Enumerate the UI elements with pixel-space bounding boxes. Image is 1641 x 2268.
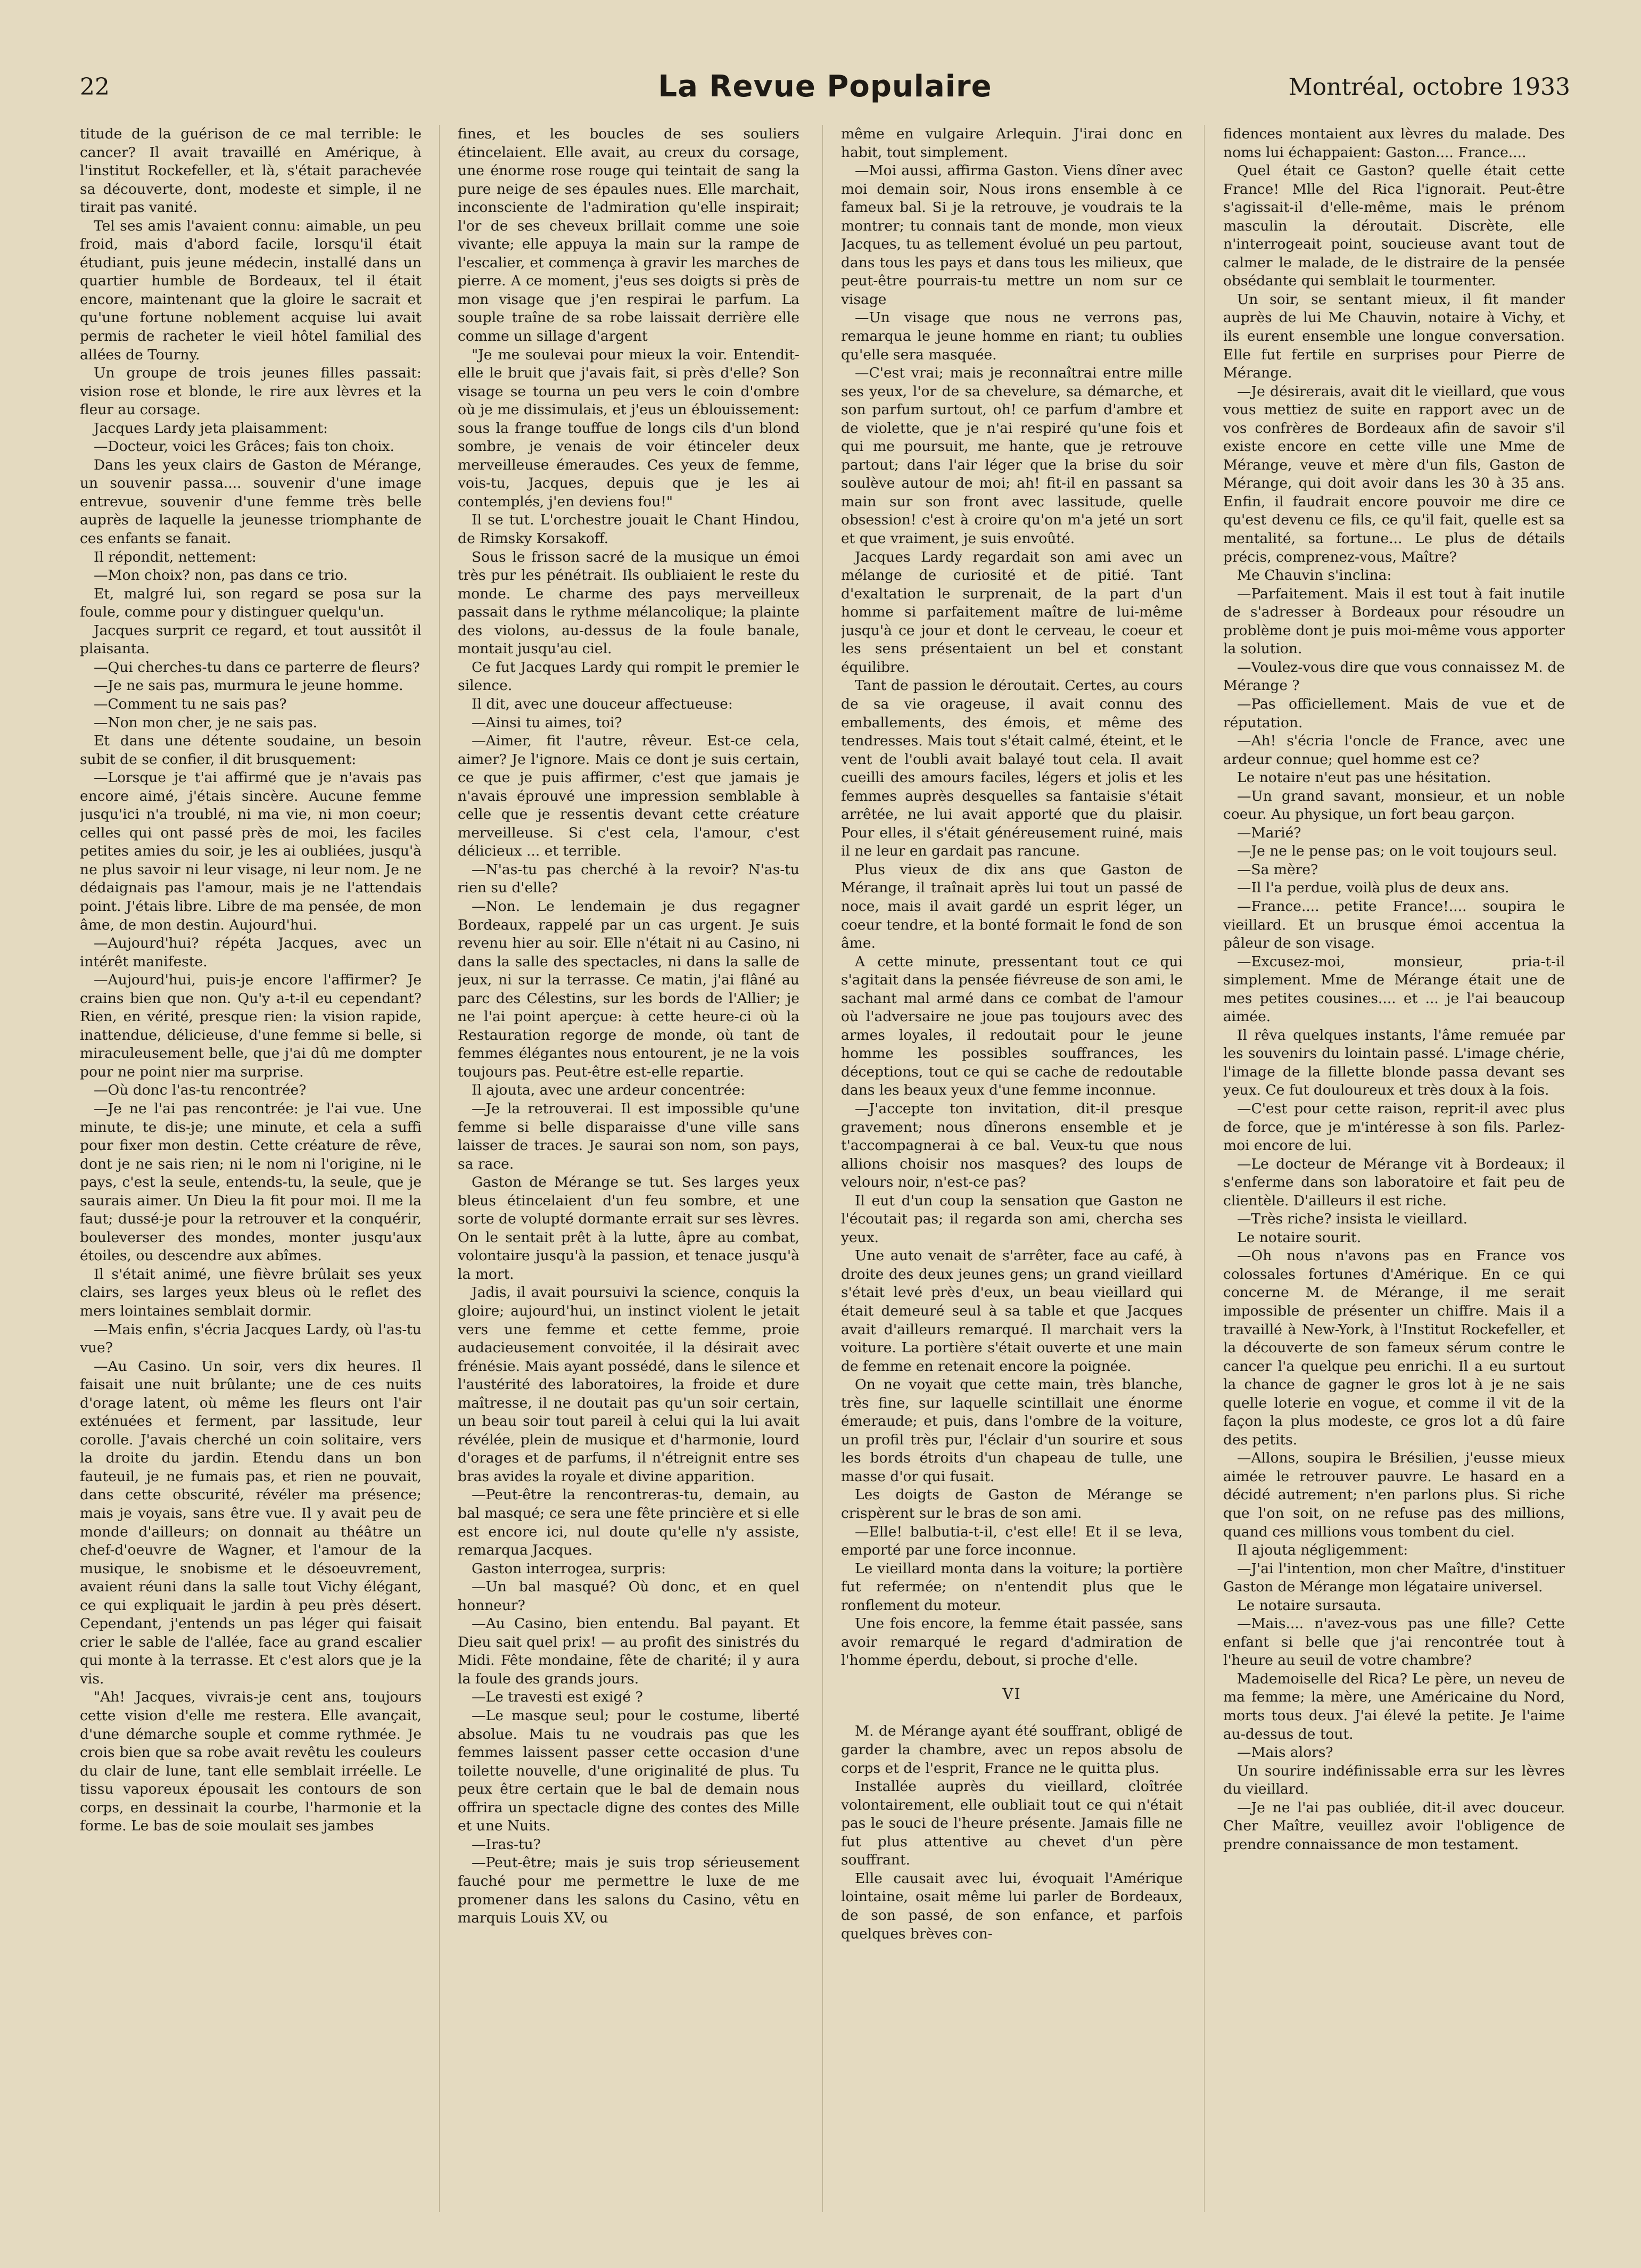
- paragraph: Me Chauvin s'inclina:: [1237, 567, 1392, 584]
- paragraph: —Un bal masqué? Où donc, et en quel honneur?: [458, 1579, 799, 1614]
- paragraph: —Au Casino. Un soir, vers dix heures. Il faisait une nuit brûlante; une de ces nuits d'orage latent, où même les fleurs ont l'air exténuées et ferment, par lassitude, leur corolle. J'avais cherché un coin solitaire, vers la droite du jardin. Etendu dans un bon fauteuil, je ne fumais pas, et rien ne pouvait, dans cette obscurité, révéler ma présence; mais je voyais, sans être vue. Il y avait peu de monde d'ailleurs; on donnait au théâtre un chef-d'oeuvre de Wagner, et l'amour de la musique, le snobisme et le désoeuvrement, avaient réuni dans la salle tout Vichy élégant, ce qui expliquait le jardin à peu près désert. Cependant, j'entends un pas léger qui faisait crier le sable de l'allée, face au grand escalier qui monte à la terrasse. Et c'est alors que je la vis.: [80, 1358, 422, 1687]
- paragraph: titude de la guérison de ce mal terrible: le cancer? Il avait travaillé en Amérique, à l'institut Rockefeller, et là, s'était parachevée sa découverte, dont, modeste et simple, il ne tirait pas vanité.: [80, 126, 422, 216]
- article-body: [80, 125, 1607, 2233]
- paragraph: Il s'était animé, une fièvre brûlait ses yeux clairs, ses larges yeux bleus où le reflet des mers lointaines semblait dormir.: [80, 1266, 422, 1319]
- paragraph: Gaston de Mérange se tut. Ses larges yeux bleus étincelaient d'un feu sombre, et une sorte de volupté dormante errait sur ses lèvres. On le sentait prêt à la lutte, âpre au combat, volontaire jusqu'à la passion, et tenace jusqu'à la mort.: [458, 1174, 799, 1283]
- paragraph: —Docteur, voici les Grâces; fais ton choix.: [94, 438, 394, 455]
- paragraph: —Allons, soupira le Brésilien, j'eusse mieux aimée le retrouver pauvre. Le hasard en a décidé autrement; n'en parlons plus. Si riche que l'on soit, on ne refuse pas des millions, quand ces millions vous tombent du ciel.: [1223, 1450, 1565, 1540]
- paragraph: Et, malgré lui, son regard se posa sur la foule, comme pour y distinguer quelqu'un.: [80, 585, 422, 621]
- paragraph: —Comment tu ne sais pas?: [94, 695, 287, 712]
- paragraph: Un soir, se sentant mieux, il fit mander auprès de lui Me Chauvin, notaire à Vichy, et ils eurent ensemble une longue conversation. Elle fut fertile en surprises pour Pierre de Mérange.: [1223, 291, 1565, 382]
- magazine-title: La Revue Populaire: [658, 69, 992, 104]
- paragraph: "Ah! Jacques, vivrais-je cent ans, toujours cette vision d'elle me restera. Elle avançait, d'une démarche souple et comme rythmée. Je crois bien que sa robe avait revêtu les couleurs du clair de lune, tant elle semblait irréelle. Le tissu vaporeux épousait les contours de son corps, en dessinait la courbe, l'harmonie et la forme. Le bas de soie moulait ses jambes: [80, 1689, 422, 1835]
- paragraph: Il se tut. L'orchestre jouait le Chant Hindou, de Rimsky Korsakoff.: [458, 512, 799, 547]
- paragraph: Elle causait avec lui, évoquait l'Amérique lointaine, osait même lui parler de Bordeaux, de son passé, de son enfance, et parfois quelques brèves con-: [841, 1870, 1183, 1942]
- paragraph: —Il l'a perdue, voilà plus de deux ans.: [1237, 880, 1510, 897]
- paragraph: fidences montaient aux lèvres du malade. Des noms lui échappaient: Gaston.... France....: [1223, 126, 1565, 161]
- paragraph: A cette minute, pressentant tout ce qui s'agitait dans la pensée fiévreuse de son ami, le sachant mal armé dans ce combat de l'amour où l'adversaire ne joue pas toujours avec des armes loyales, il redoutait pour le jeune homme les possibles souffrances, les déceptions, tout ce qui se cache de redoutable dans les beaux yeux d'une femme inconnue.: [841, 953, 1183, 1099]
- paragraph: —Je la retrouverai. Il est impossible qu'une femme si belle disparaisse d'une ville sans laisser de traces. Je saurai son nom, son pays, sa race.: [458, 1100, 799, 1172]
- paragraph: —Non mon cher, je ne sais pas.: [94, 714, 318, 731]
- paragraph: —Pas officiellement. Mais de vue et de réputation.: [1223, 695, 1565, 731]
- paragraph: —Excusez-moi, monsieur, pria-t-il simplement. Mme de Mérange était une de mes petites cousines.... et ... je l'ai beaucoup aimée.: [1223, 953, 1565, 1025]
- paragraph: —Parfaitement. Mais il est tout à fait inutile de s'adresser à Bordeaux pour résoudre un problème dont je puis moi-même vous apporter la solution.: [1223, 585, 1565, 658]
- paragraph: Dans les yeux clairs de Gaston de Mérange, un souvenir passa.... souvenir d'une image entrevue, souvenir d'une femme très belle auprès de laquelle la jeunesse triomphante de ces enfants se fanait.: [80, 456, 422, 547]
- paragraph: —Mais.... n'avez-vous pas une fille? Cette enfant si belle que j'ai rencontrée tout à l'heure au seuil de votre chambre?: [1223, 1615, 1565, 1669]
- paragraph: Installée auprès du vieillard, cloîtrée volontairement, elle oubliait tout ce qui n'était pas le souci de l'heure présente. Jamais fille ne fut plus attentive au chevet d'un père souffrant.: [841, 1778, 1183, 1869]
- paragraph: —Où donc l'as-tu rencontrée?: [94, 1082, 307, 1099]
- paragraph: —Elle! balbutia-t-il, c'est elle! Et il se leva, emporté par une force inconnue.: [841, 1523, 1183, 1559]
- paragraph: Il rêva quelques instants, l'âme remuée par les souvenirs du lointain passé. L'image chérie, l'image de la fillette blonde passa devant ses yeux. Ce fut douloureux et très doux à la fois.: [1223, 1026, 1565, 1099]
- paragraph: Plus vieux de dix ans que Gaston de Mérange, il traînait après lui tout un passé de noce, mais il avait gardé un esprit léger, un coeur tendre, et la bonté formait le fond de son âme.: [841, 861, 1183, 952]
- paragraph: Jacques surprit ce regard, et tout aussitôt il plaisanta.: [80, 622, 422, 658]
- paragraph: —Mon choix? non, pas dans ce trio.: [94, 567, 348, 584]
- paragraph: —Très riche? insista le vieillard.: [1237, 1211, 1467, 1228]
- paragraph: —Aujourd'hui? répéta Jacques, avec un intérêt manifeste.: [80, 935, 422, 970]
- paragraph: —Marié?: [1237, 824, 1301, 841]
- paragraph: Ce fut Jacques Lardy qui rompit le premier le silence.: [458, 659, 799, 694]
- paragraph: même en vulgaire Arlequin. J'irai donc en habit, tout simplement.: [841, 126, 1183, 161]
- paragraph: —Je ne l'ai pas oubliée, dit-il avec douceur. Cher Maître, veuillez avoir l'obligence de prendre connaissance de mon testament.: [1223, 1799, 1565, 1853]
- paragraph: Il ajouta négligemment:: [1237, 1542, 1408, 1559]
- section-heading: VI: [1002, 1684, 1021, 1703]
- paragraph: —Je ne le pense pas; on le voit toujours seul.: [1237, 843, 1557, 860]
- paragraph: —Le docteur de Mérange vit à Bordeaux; il s'enferme dans son laboratoire et fait peu de clientèle. D'ailleurs il est riche.: [1223, 1155, 1565, 1209]
- paragraph: Le notaire sourit.: [1237, 1229, 1362, 1246]
- paragraph: Jacques Lardy regardait son ami avec un mélange de curiosité et de pitié. Tant d'exaltation le surprenait, de la part d'un homme si parfaitement maître de lui-même jusqu'à ce jour et dont le cerveau, le coeur et les sens présentaient un bel et constant équilibre.: [841, 548, 1183, 676]
- paragraph: —C'est vrai; mais je reconnaîtrai entre mille ses yeux, l'or de sa chevelure, sa démarche, et son parfum surtout, oh! ce parfum d'ambre et de violette, que je n'ai respiré qu'une fois et qui me poursuit, me hante, que je retrouve partout; dans l'air léger que la brise du soir soulève autour de moi; ah! fit-il en passant sa main sur son front avec lassitude, quelle obsession! c'est à croire qu'on m'a jeté un sort et que vraiment, je suis envoûté.: [841, 365, 1183, 547]
- paragraph: Il répondit, nettement:: [94, 548, 257, 565]
- paragraph: fines, et les boucles de ses souliers étincelaient. Elle avait, au creux du corsage, une énorme rose rouge qui teintait de sang la pure neige de ses épaules nues. Elle marchait, inconsciente de l'admiration qu'elle inspirait; l'or de ses cheveux brillait comme une soie vivante; elle appuya la main sur la rampe de l'escalier, et commença à gravir les marches de pierre. A ce moment, j'eus ses doigts si près de mon visage que j'en respirai le parfum. La souple traîne de sa robe laissait derrière elle comme un sillage d'argent: [458, 126, 799, 345]
- paragraph: Quel était ce Gaston? quelle était cette France! Mlle del Rica l'ignorait. Peut-être s'agissait-il d'elle-même, mais le prénom masculin la déroutait. Discrète, elle n'interrogeait point, soucieuse avant tout de calmer le malade, de le distraire de la pensée obsédante qui semblait le tourmenter.: [1223, 162, 1565, 290]
- paragraph: Une fois encore, la femme était passée, sans avoir remarqué le regard d'admiration de l'homme éperdu, debout, si proche d'elle.: [841, 1615, 1183, 1669]
- paragraph: —Peut-être; mais je suis trop sérieusement fauché pour me permettre le luxe de me promener dans les salons du Casino, vêtu en marquis Louis XV, ou: [458, 1854, 799, 1927]
- paragraph: Les doigts de Gaston de Mérange se crispèrent sur le bras de son ami.: [841, 1486, 1183, 1522]
- paragraph: —Mais alors?: [1237, 1744, 1333, 1761]
- paragraph: Jacques Lardy jeta plaisamment:: [94, 420, 328, 437]
- paragraph: Une auto venait de s'arrêter, face au café, à droite des deux jeunes gens; un grand vieillard s'était levé près d'eux, un beau vieillard qui était demeuré seul à sa table et que Jacques avait d'ailleurs remarqué. Il marchait vers la voiture. La portière s'était ouverte et une main de femme en retenait encore la poignée.: [841, 1247, 1183, 1375]
- paragraph: —Aimer, fit l'autre, rêveur. Est-ce cela, aimer? Je l'ignore. Mais ce dont je suis certain, ce que je puis affirmer, c'est que jamais je n'avais éprouvé une impression semblable à celle que je ressentis devant cette créature merveilleuse. Si c'est cela, l'amour, c'est délicieux ... et terrible.: [458, 733, 799, 860]
- paragraph: —J'ai l'intention, mon cher Maître, d'instituer Gaston de Mérange mon légataire universel.: [1223, 1560, 1565, 1596]
- paragraph: —Voulez-vous dire que vous connaissez M. de Mérange ?: [1223, 659, 1565, 694]
- paragraph: Un sourire indéfinissable erra sur les lèvres du vieillard.: [1223, 1762, 1565, 1798]
- column-divider: [439, 125, 440, 2212]
- page-number: 22: [80, 73, 110, 101]
- paragraph: Un groupe de trois jeunes filles passait: vision rose et blonde, le rire aux lèvres et la fleur au corsage.: [80, 365, 422, 418]
- paragraph: —Iras-tu?: [472, 1836, 541, 1853]
- paragraph: —Le travesti est exigé ?: [472, 1689, 643, 1706]
- paragraph: —Moi aussi, affirma Gaston. Viens dîner avec moi demain soir, Nous irons ensemble à ce fameux bal. Si je la retrouve, je voudrais te la montrer; tu connais tant de monde, mon vieux Jacques, tu as tellement évolué un peu partout, dans tous les pays et dans tous les milieux, que peut-être pourrais-tu mettre un nom sur ce visage: [841, 162, 1183, 308]
- text-column-4: [1223, 125, 1565, 2233]
- paragraph: —C'est pour cette raison, reprit-il avec plus de force, que je m'intéresse à son fils. Parlez-moi encore de lui.: [1223, 1100, 1565, 1154]
- paragraph: —Non. Le lendemain je dus regagner Bordeaux, rappelé par un cas urgent. Je suis revenu hier au soir. Elle n'était ni au Casino, ni dans la salle des spectacles, ni dans la salle de jeux, ni sur la terrasse. Ce matin, j'ai flâné au parc des Célestins, sur les bords de l'Allier; je ne l'ai point aperçue: à cette heure-ci où la Restauration regorge de monde, où tant de femmes élégantes nous entourent, je ne la vois toujours pas. Peut-être est-elle repartie.: [458, 898, 799, 1080]
- issue-date: Montréal, octobre 1933: [1288, 73, 1570, 101]
- paragraph: —Oh nous n'avons pas en France vos colossales fortunes d'Amérique. En ce qui concerne M. de Mérange, il me serait impossible de présenter un chiffre. Mais il a travaillé à New-York, à l'Institut Rockefeller, et la découverte de son fameux sérum contre le cancer l'a quelque peu enrichi. Il a eu surtout la chance de gagner le gros lot à je ne sais quelle loterie en vogue, et comme il vit de la façon la plus modeste, ce gros lot a dû faire des petits.: [1223, 1247, 1565, 1448]
- paragraph: Et dans une détente soudaine, un besoin subit de se confier, il dit brusquement:: [80, 733, 422, 768]
- paragraph: On ne voyait que cette main, très blanche, très fine, sur laquelle scintillait une énorme émeraude; et puis, dans l'ombre de la voiture, un profil très pur, l'éclair d'un sourire et sous les bords étroits d'un chapeau de tulle, une masse d'or qui fusait.: [841, 1376, 1183, 1485]
- paragraph: —Je désirerais, avait dit le vieillard, que vous vous mettiez de suite en rapport avec un de vos confrères de Bordeaux afin de savoir s'il existe encore en cette ville une Mme de Mérange, veuve et mère d'un fils, Gaston de Mérange, qui doit avoir dans les 30 à 35 ans. Enfin, il faudrait encore pouvoir me dire ce qu'est devenu ce fils, ce qu'il fait, quelle est sa mentalité, sa fortune... Le plus de détails précis, comprenez-vous, Maître?: [1223, 383, 1565, 565]
- paragraph: Tel ses amis l'avaient connu: aimable, un peu froid, mais d'abord facile, lorsqu'il était étudiant, puis jeune médecin, installé dans un quartier humble de Bordeaux, tel il était encore, maintenant que la gloire le sacrait et qu'une fortune noblement acquise lui avait permis de racheter le vieil hôtel familial des allées de Tourny.: [80, 217, 422, 363]
- paragraph: —Je ne sais pas, murmura le jeune homme.: [94, 677, 403, 694]
- paragraph: Sous le frisson sacré de la musique un émoi très pur les pénétrait. Ils oubliaient le reste du monde. Le charme des pays merveilleux passait dans le rythme mélancolique; la plainte des violons, au-dessus de la foule banale, montait jusqu'au ciel.: [458, 548, 799, 658]
- paragraph: —Un visage que nous ne verrons pas, remarqua le jeune homme en riant; tu oublies qu'elle sera masquée.: [841, 309, 1183, 363]
- text-column-1: [80, 125, 422, 2233]
- paragraph: —France.... petite France!.... soupira le vieillard. Et un brusque émoi accentua la pâleur de son visage.: [1223, 898, 1565, 952]
- paragraph: Le vieillard monta dans la voiture; la portière fut refermée; on n'entendit plus que le ronflement du moteur.: [841, 1560, 1183, 1614]
- paragraph: —J'accepte ton invitation, dit-il presque gravement; nous dînerons ensemble et je t'accompagnerai à ce bal. Veux-tu que nous allions choisir nos masques? des loups de velours noir, n'est-ce pas?: [841, 1100, 1183, 1191]
- paragraph: —N'as-tu pas cherché à la revoir? N'as-tu rien su d'elle?: [458, 861, 799, 897]
- paragraph: —Je ne l'ai pas rencontrée: je l'ai vue. Une minute, te dis-je; une minute, et cela a suffi pour fixer mon destin. Cette créature de rêve, dont je ne sais rien; ni le nom ni l'origine, ni le pays, c'est la seule, entends-tu, la seule, que je saurais aimer. Un Dieu la fit pour moi. Il me la faut; dussé-je pour la retrouver et la conquérir, bouleverser des mondes, monter jusqu'aux étoiles, ou descendre aux abîmes.: [80, 1100, 422, 1264]
- paragraph: —Le masque seul; pour le costume, liberté absolue. Mais tu ne voudrais pas que les femmes laissent passer cette occasion d'une toilette nouvelle, d'une originalité de plus. Tu peux être certain que le bal de demain nous offrira un spectacle digne des contes des Mille et une Nuits.: [458, 1707, 799, 1835]
- text-column-2: [458, 125, 799, 2233]
- paragraph: Le notaire n'eut pas une hésitation.: [1237, 769, 1491, 786]
- paragraph: Mademoiselle del Rica? Le père, un neveu de ma femme; la mère, une Américaine du Nord, morts tous deux. J'ai élevé la petite. Je l'aime au-dessus de tout.: [1223, 1670, 1565, 1743]
- paragraph: —Ah! s'écria l'oncle de France, avec une ardeur connue; quel homme est ce?: [1223, 733, 1565, 768]
- paragraph: —Un grand savant, monsieur, et un noble coeur. Au physique, un fort beau garçon.: [1223, 787, 1565, 823]
- paragraph: Il eut d'un coup la sensation que Gaston ne l'écoutait pas; il regarda son ami, chercha ses yeux.: [841, 1192, 1183, 1246]
- page-header: [80, 69, 1570, 116]
- paragraph: —Lorsque je t'ai affirmé que je n'avais pas encore aimé, j'étais sincère. Aucune femme jusqu'ici n'a troublé, ni ma vie, ni mon coeur; celles qui ont passé près de moi, les faciles petites amies du soir, je les ai oubliées, jusqu'à ne plus savoir ni leur visage, ni leur nom. Je ne dédaignais pas l'amour, mais je ne l'attendais point. J'étais libre. Libre de ma pensée, de mon âme, de mon destin. Aujourd'hui.: [80, 769, 422, 933]
- paragraph: M. de Mérange ayant été souffrant, obligé de garder la chambre, avec un repos absolu de corps et de l'esprit, France ne le quitta plus.: [841, 1723, 1183, 1777]
- paragraph: —Au Casino, bien entendu. Bal payant. Et Dieu sait quel prix! — au profit des sinistrés du Midi. Fête mondaine, fête de charité; il y aura la foule des grands jours.: [458, 1615, 799, 1687]
- column-divider: [1204, 125, 1205, 2212]
- paragraph: Le notaire sursauta.: [1237, 1597, 1382, 1614]
- paragraph: Gaston interrogea, surpris:: [472, 1560, 666, 1577]
- paragraph: Tant de passion le déroutait. Certes, au cours de sa vie orageuse, il avait connu des emballements, des émois, et même des tendresses. Mais tout s'était calmé, éteint, et le vent de l'oubli avait balayé tout cela. Il avait cueilli des amours faciles, légers et jolis et les femmes auprès desquelles sa fantaisie s'était arrêtée, ne lui avait apporté que du plaisir. Pour elles, il s'était généreusement ruiné, mais il ne leur en gardait pas rancune.: [841, 677, 1183, 860]
- paragraph: —Aujourd'hui, puis-je encore l'affirmer? Je crains bien que non. Qu'y a-t-il eu cependant? Rien, en vérité, presque rien: la vision rapide, inattendue, délicieuse, d'une femme si belle, si miraculeusement belle, que j'ai dû me dompter pour ne point nier ma surprise.: [80, 972, 422, 1080]
- paragraph: —Ainsi tu aimes, toi?: [472, 714, 622, 731]
- paragraph: —Mais enfin, s'écria Jacques Lardy, où l'as-tu vue?: [80, 1321, 422, 1357]
- paragraph: Jadis, il avait poursuivi la science, conquis la gloire; aujourd'hui, un instinct violent le jetait vers une femme et cette femme, proie audacieusement convoitée, il la désirait avec frénésie. Mais ayant possédé, dans le silence et l'austérité des laboratoires, la froide et dure maîtresse, il ne doutait pas qu'un soir certain, un beau soir tout pareil à celui qui la lui avait révélée, plein de musique et d'harmonie, lourd d'orages et de parfums, il n'étreignit entre ses bras avides la royale et divine apparition.: [458, 1284, 799, 1485]
- paragraph: —Peut-être la rencontreras-tu, demain, au bal masqué; ce sera une fête princière et si elle est encore ici, nul doute qu'elle n'y assiste, remarqua Jacques.: [458, 1486, 799, 1559]
- text-column-3: [841, 125, 1183, 2233]
- paragraph: Il ajouta, avec une ardeur concentrée:: [472, 1082, 745, 1099]
- paragraph: Il dit, avec une douceur affectueuse:: [472, 695, 733, 712]
- paragraph: —Qui cherches-tu dans ce parterre de fleurs?: [94, 659, 420, 676]
- paragraph: —Sa mère?: [1237, 861, 1318, 878]
- column-divider: [822, 125, 823, 2212]
- paragraph: "Je me soulevai pour mieux la voir. Entendit-elle le bruit que j'avais fait, si près d'elle? Son visage se tourna un peu vers le coin d'ombre où je me dissimulais, et j'eus un éblouissement: sous la frange touffue de longs cils d'un blond sombre, je venais de voir étinceler deux merveilleuse émeraudes. Ces yeux de femme, vois-tu, Jacques, depuis que je les ai contemplés, j'en deviens fou!": [458, 346, 799, 510]
